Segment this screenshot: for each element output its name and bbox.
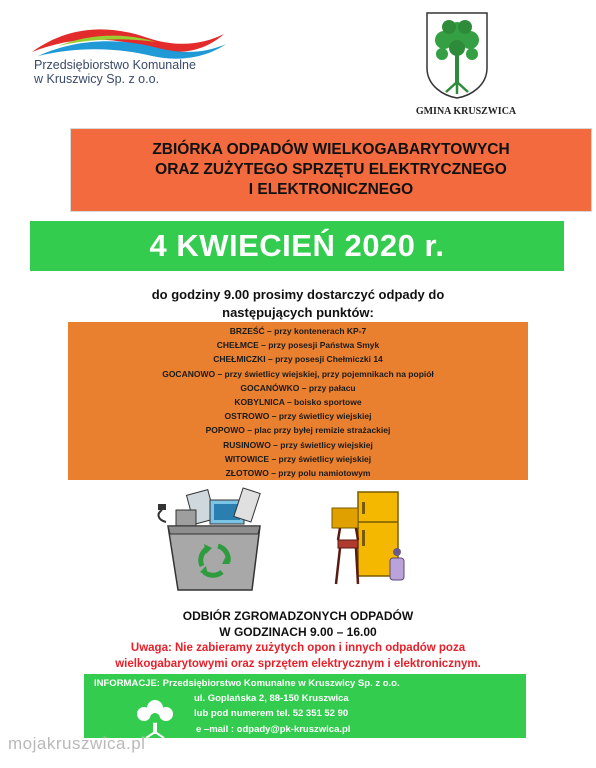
notice-line: Uwaga: Nie zabieramy zużytych opon i innych odpadów poza bbox=[130, 642, 466, 654]
title-box bbox=[70, 128, 592, 212]
company-name-line: Przedsiębiorstwo Komunalne bbox=[34, 58, 196, 72]
electronics-recycling-bin-illustration bbox=[150, 486, 280, 596]
contact-info-box bbox=[84, 674, 526, 738]
intro-line: następujących punktów: bbox=[222, 305, 374, 320]
watermark: mojakruszwica.pl bbox=[8, 734, 146, 753]
info-address: ul. Goplańska 2, 88-150 Kruszwica bbox=[194, 693, 349, 704]
info-email: e –mail : odpady@pk-kruszwica.pl bbox=[196, 724, 351, 735]
list-item: WITOWICE – przy świetlicy wiejskiej bbox=[224, 453, 372, 464]
municipal-crest-tree-icon bbox=[424, 10, 490, 100]
pickup-line: ODBIÓR ZGROMADZONYCH ODPADÓW bbox=[182, 609, 414, 623]
company-wave-logo bbox=[28, 22, 228, 62]
list-item: CHEŁMCE – przy posesji Państwa Smyk bbox=[216, 340, 380, 351]
warning-notice bbox=[40, 640, 556, 672]
notice-line: wielkogabarytowymi oraz sprzętem elektrycznym i elektronicznym. bbox=[115, 658, 481, 670]
company-name bbox=[34, 58, 244, 86]
event-date: 4 KWIECIEŃ 2020 r. bbox=[149, 228, 445, 263]
list-item: GOCANÓWKO – przy pałacu bbox=[240, 382, 356, 393]
pickup-times bbox=[130, 608, 466, 640]
date-banner bbox=[30, 221, 564, 271]
list-item: POPOWO – plac przy byłej remizie strażackiej bbox=[205, 425, 391, 436]
title-line: I ELEKTRONICZNEGO bbox=[248, 181, 414, 198]
title-line: ZBIÓRKA ODPADÓW WIELKOGABARYTOWYCH bbox=[152, 141, 510, 158]
furniture-fridge-illustration bbox=[328, 488, 408, 588]
list-item: ZŁOTOWO – przy polu namiotowym bbox=[225, 467, 371, 478]
list-item: OSTROWO – przy świetlicy wiejskiej bbox=[224, 411, 372, 422]
list-item: RUSINOWO – przy świetlicy wiejskiej bbox=[223, 439, 373, 450]
list-item: GOCANOWO – przy świetlicy wiejskiej, przy pojemnikach na popiół bbox=[162, 368, 434, 379]
info-phone: lub pod numerem tel. 52 351 52 90 bbox=[194, 708, 349, 719]
intro-text bbox=[80, 286, 516, 322]
list-item: KOBYLNICA – boisko sportowe bbox=[234, 396, 362, 407]
list-item: CHEŁMICZKI – przy posesji Chełmiczki 14 bbox=[213, 354, 383, 365]
pickup-line: W GODZINACH 9.00 – 16.00 bbox=[219, 625, 377, 639]
municipality-label: GMINA KRUSZWICA bbox=[415, 106, 517, 117]
company-logo bbox=[28, 22, 238, 92]
company-name-line: w Kruszwicy Sp. z o.o. bbox=[34, 72, 160, 86]
list-item: BRZEŚĆ – przy kontenerach KP-7 bbox=[229, 326, 367, 336]
info-company: INFORMACJE: Przedsiębiorstwo Komunalne w Kruszwicy Sp. z o.o. bbox=[94, 678, 400, 689]
collection-points-list bbox=[68, 322, 528, 480]
tree-icon bbox=[128, 698, 182, 738]
title-line: ORAZ ZUŻYTEGO SPRZĘTU ELEKTRYCZNEGO bbox=[155, 161, 507, 178]
intro-line: do godziny 9.00 prosimy dostarczyć odpady do bbox=[151, 287, 445, 302]
